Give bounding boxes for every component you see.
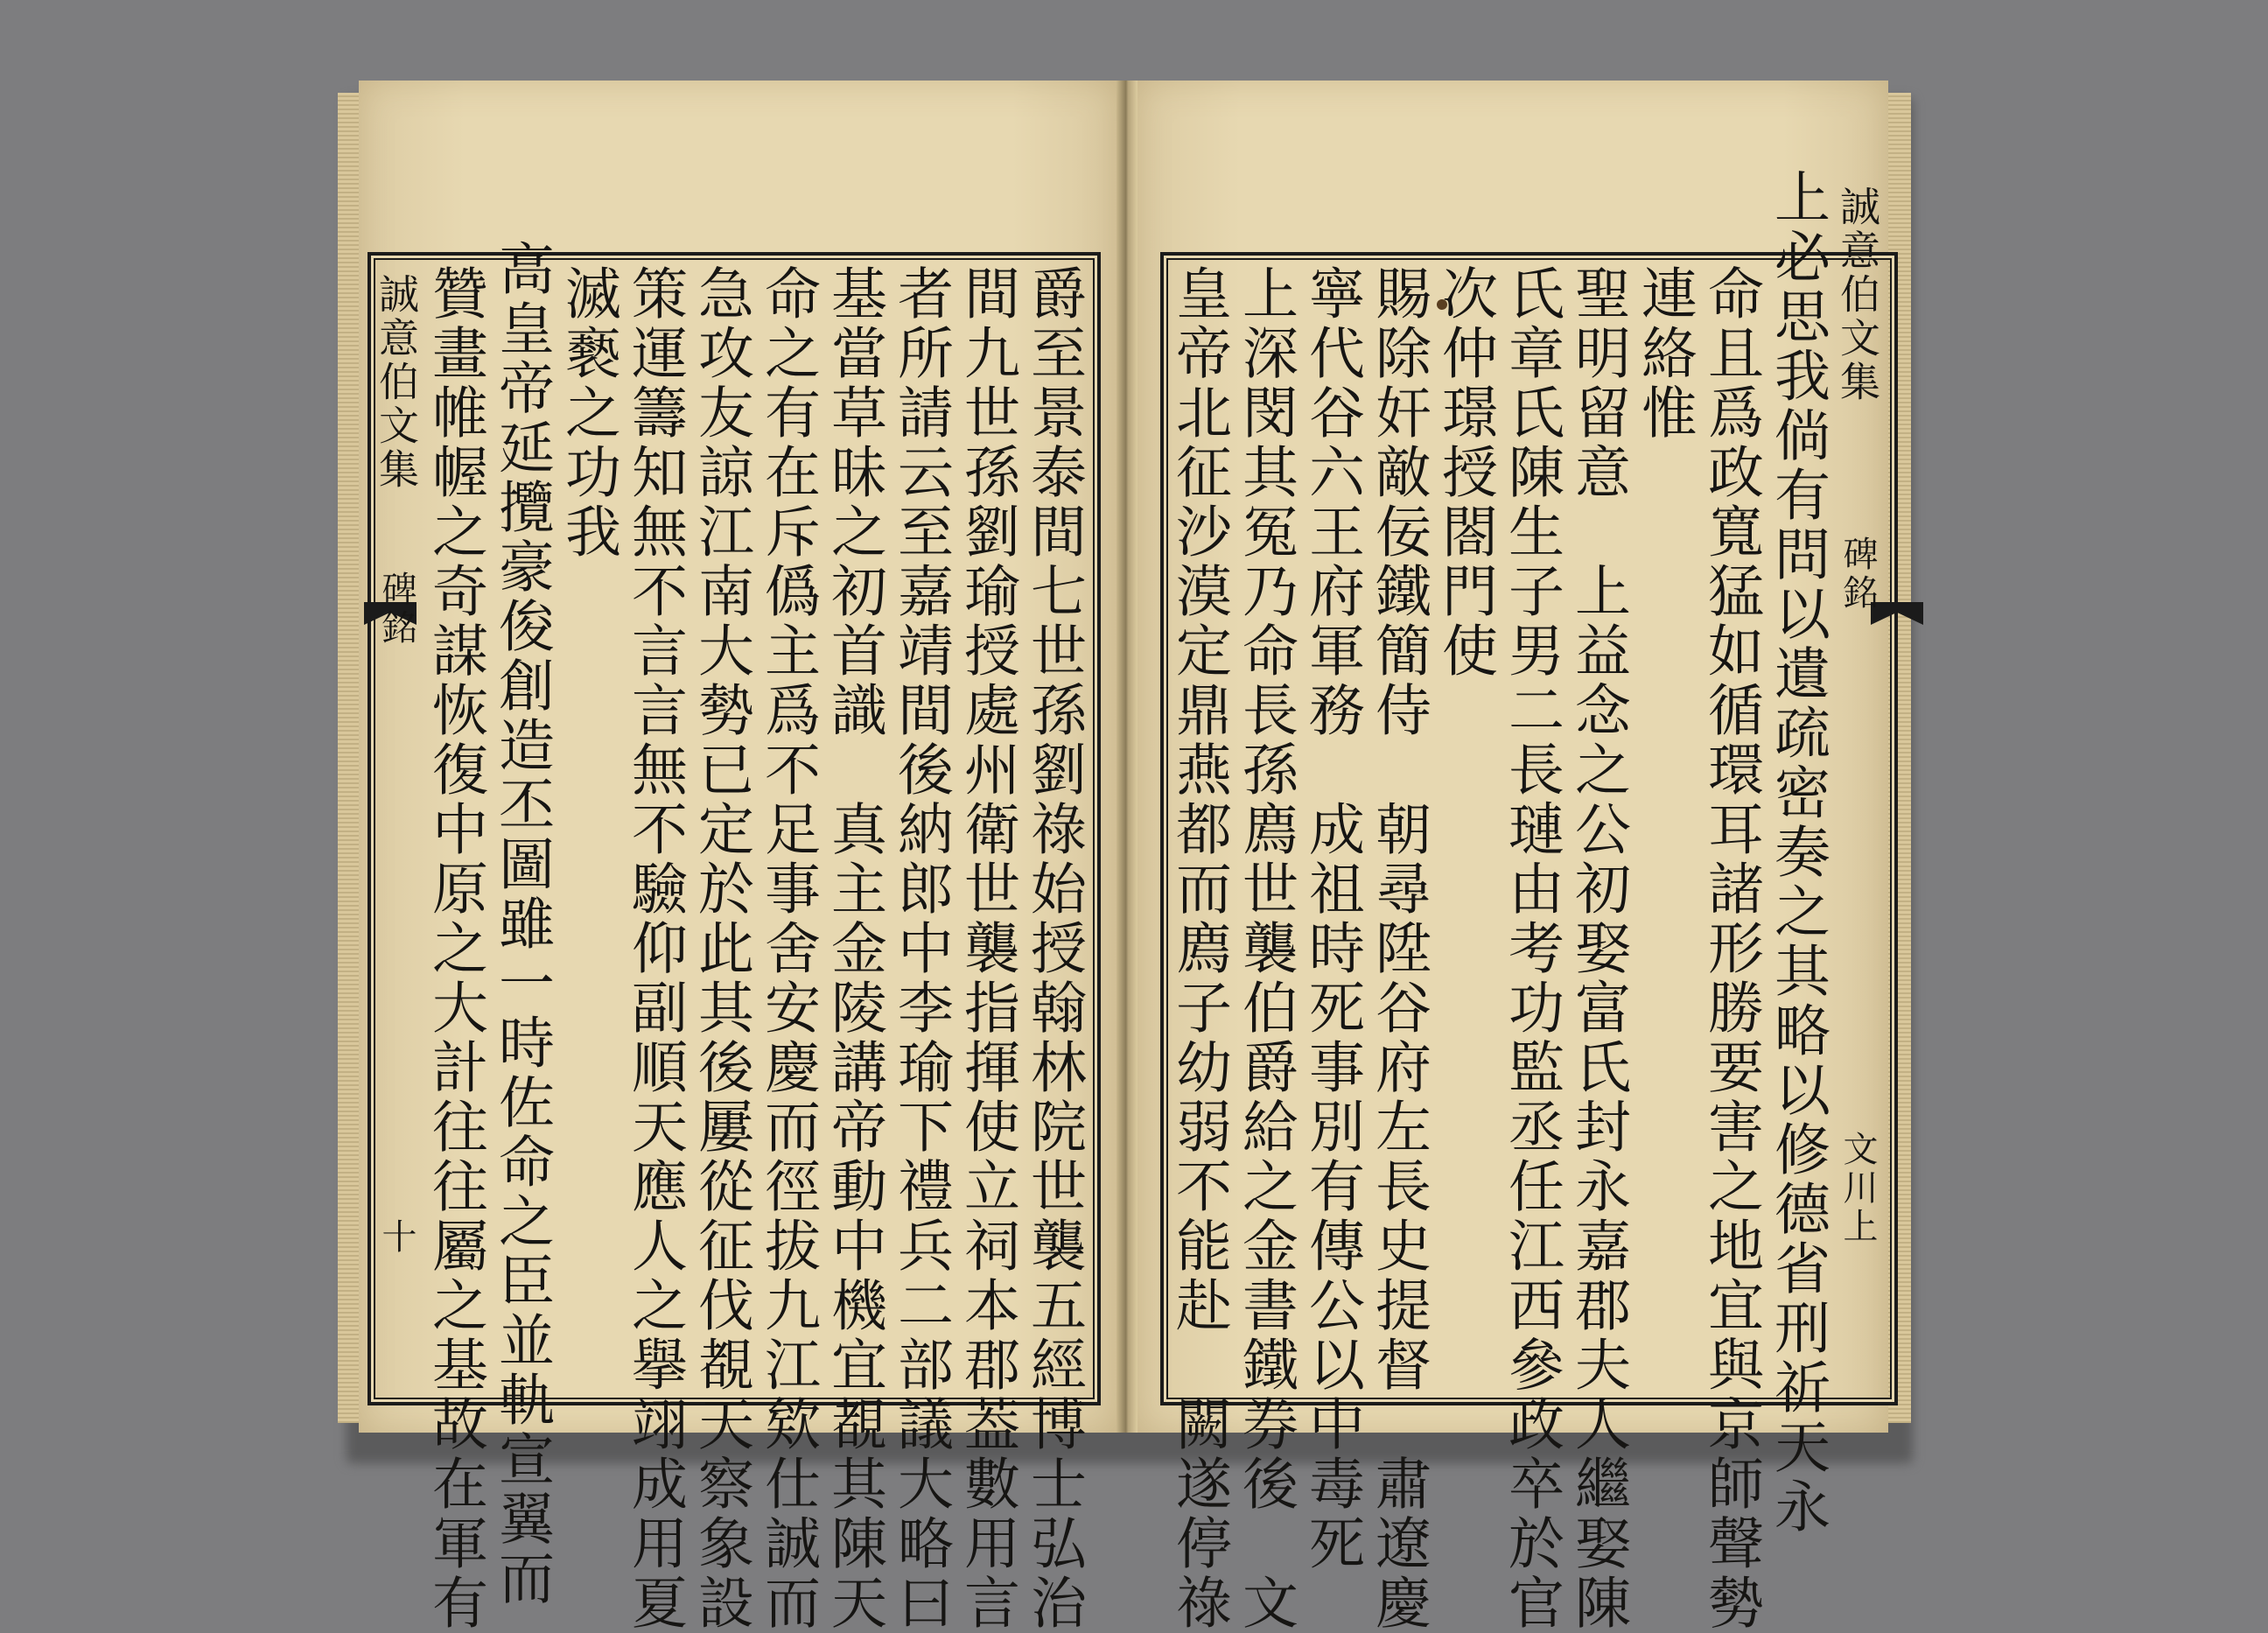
right-column-10: 皇帝北征沙漠定鼎燕都而廌子幼弱不能赴 闕遂停祿 (1166, 264, 1231, 1633)
right-header-title: 誠意伯文集 (1834, 186, 1881, 404)
left-folio: 十 (376, 1218, 416, 1257)
right-column-9: 上深閔其冤乃命長孫廌世襲伯爵給之金書鐵券後 文 (1233, 264, 1298, 1633)
left-page-edge (338, 93, 360, 1423)
left-column-8: 滅褻之功我 (556, 264, 620, 562)
right-column-7: 賜除奸敵佞鐵簡侍 朝尋陞谷府左長史提督 肅遼慶 (1366, 264, 1431, 1633)
right-column-4: 聖明留意 上益念之公初娶富氏封永嘉郡夫人繼娶陳 (1565, 264, 1630, 1633)
right-column-1: 上必思我倘有問以遺疏密奏之其略以修德省刑祈天永 (1765, 168, 1830, 1537)
right-column-6: 次仲璟授閤門使 (1432, 264, 1497, 681)
left-header-section: 碑銘 (376, 571, 416, 648)
right-column-3: 連絡惟 (1632, 264, 1697, 443)
left-header-title: 誠意伯文集 (373, 273, 420, 492)
left-column-10: 贊畫帷幄之奇謀恢復中原之大計往往屬之基故在軍有 (423, 264, 487, 1633)
left-column-9: 高皇帝延攬豪俊創造丕圖雖一時佐命之臣並軌宣翼而 (489, 240, 554, 1608)
left-column-5: 命之有在斥僞主爲不足事舍安慶而徑拔九江欸仕誠而 (755, 264, 820, 1633)
left-column-7: 策運籌知無不言言無不驗仰副順天應人之擧翊成用夏 (622, 264, 687, 1633)
right-folio: 文川上 (1838, 1131, 1878, 1246)
right-header-section: 碑銘 (1838, 536, 1878, 613)
right-column-5: 氏章氏陳生子男二長璉由考功監丞任江西參政卒於官 (1499, 264, 1564, 1633)
left-column-3: 者所請云至嘉靖間後納郎中李瑜下禮兵二部議大略曰 (888, 264, 953, 1633)
left-column-4: 基當草昧之初首識 真主金陵講帝動中機宜覩其陳天 (822, 264, 886, 1633)
right-column-8: 寧代谷六王府軍務 成祖時死事別有傳公以中毒死 (1299, 264, 1364, 1573)
book-gutter (1116, 81, 1138, 1433)
right-column-2: 命且爲政寬猛如循環耳諸形勝要害之地宜與京師聲勢 (1698, 264, 1763, 1633)
left-column-2: 間九世孫劉瑜授處州衛世襲指揮使立祠本郡葢數用言 (955, 264, 1019, 1633)
left-column-1: 爵至景泰間七世孫劉祿始授翰林院世襲五經博士弘治 (1021, 264, 1086, 1633)
open-book (332, 81, 1899, 1633)
left-column-6: 急攻友諒江南大勢已定於此其後屢從征伐覩天察象設 (689, 264, 753, 1633)
